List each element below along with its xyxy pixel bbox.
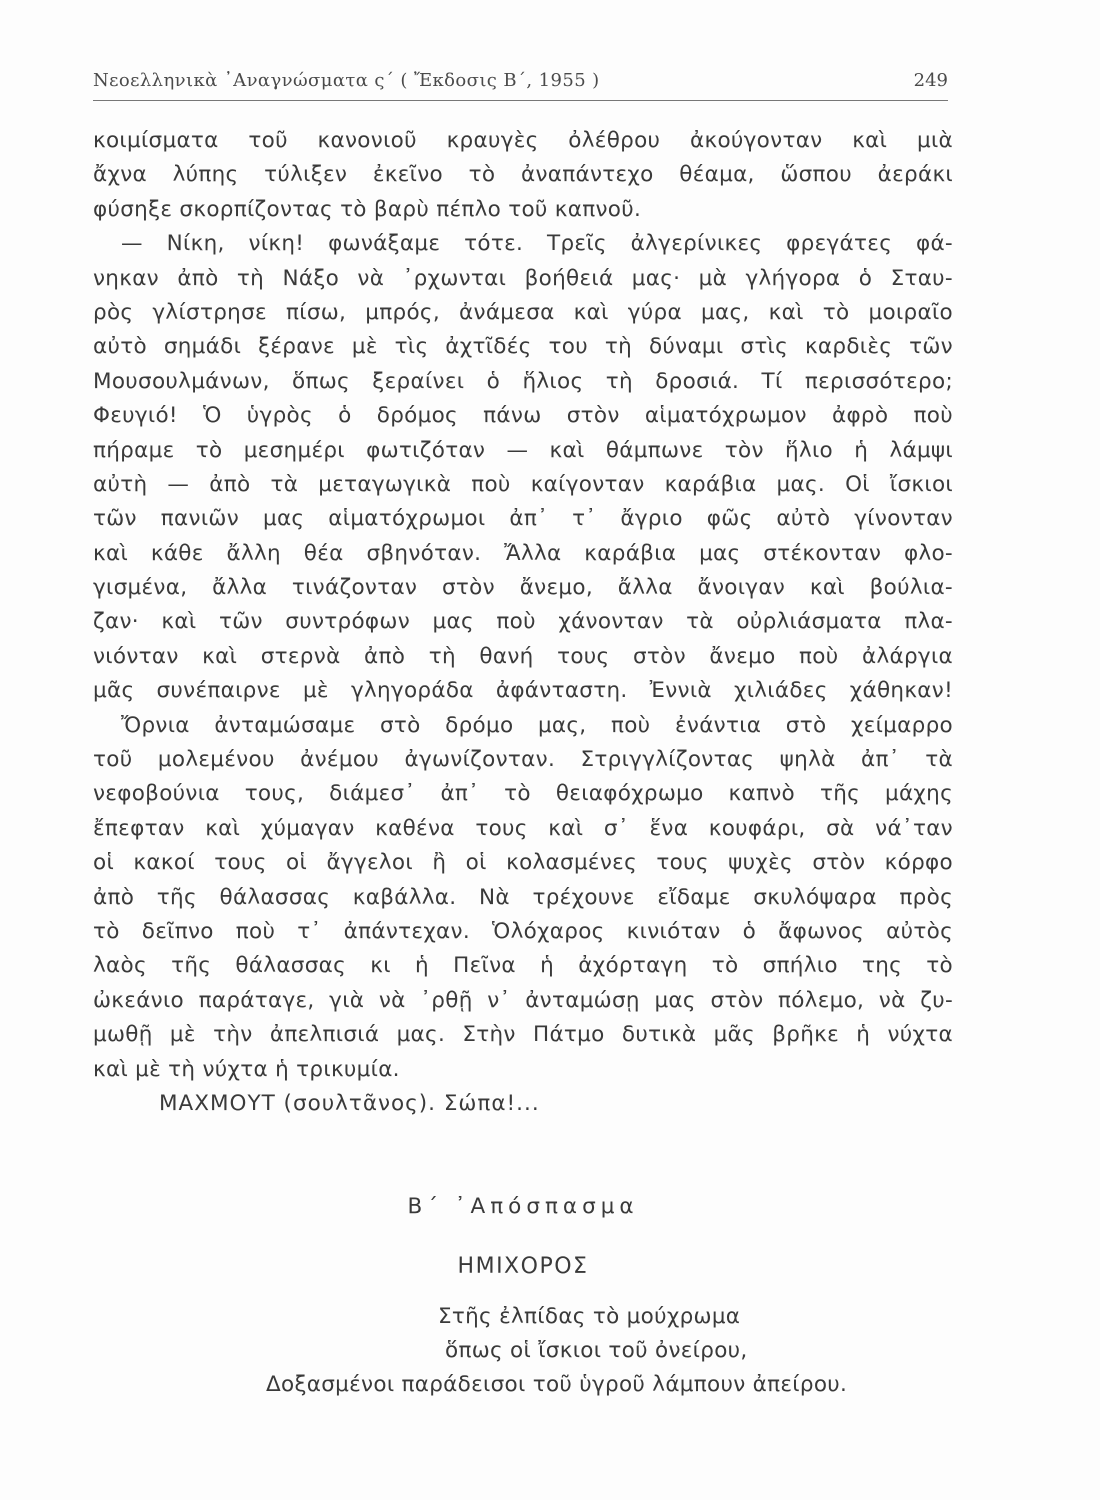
text-line: γισμένα, ἄλλα τινάζονταν στὸν ἄνεμο, ἄλλα ἄνοιγαν καὶ βούλια- — [93, 575, 953, 601]
verse-line: ὅπως οἱ ἴσκιοι τοῦ ὀνείρου, — [445, 1338, 748, 1363]
running-head: Νεοελληνικὰ ᾿Αναγνώσματα ς΄ ( Ἔκδοσις Β΄, 1955 ) — [93, 70, 600, 91]
text-line: λαὸς τῆς θάλασσας κι ἡ Πεῖνα ἡ ἀχόρταγη τὸ σπήλιο της τὸ — [93, 953, 953, 979]
text-line: — Νίκη, νίκη! φωνάξαμε τότε. Τρεῖς ἀλγερίνικες φρεγάτες φά- — [121, 231, 953, 257]
text-line: τοῦ μολεμένου ἀνέμου ἀγωνίζονταν. Στριγγλίζοντας ψηλὰ ἀπ᾿ τὰ — [93, 747, 953, 773]
text-line: καὶ κάθε ἄλλη θέα σβηνόταν. Ἄλλα καράβια μας στέκονταν φλο- — [93, 540, 953, 566]
verse-line: Δοξασμένοι παράδεισοι τοῦ ὑγροῦ λάμπουν ἀπείρου. — [266, 1372, 848, 1397]
header-rule — [93, 100, 948, 101]
text-line: ρὸς γλίστρησε πίσω, μπρός, ἀνάμεσα καὶ γύρα μας, καὶ τὸ μοιραῖο — [93, 299, 953, 325]
text-line: νεφοβούνια τους, διάμεσ᾿ ἀπ᾿ τὸ θειαφόχρωμο καπνὸ τῆς μάχης — [93, 781, 953, 807]
fragment-title: Β΄ ᾿Απόσπασμα — [407, 1194, 639, 1219]
text-line: αὐτὴ — ἀπὸ τὰ μεταγωγικὰ ποὺ καίγονταν καράβια μας. Οἱ ἴσκιοι — [93, 471, 953, 497]
text-line: ὠκεάνιο παράταγε, γιὰ νὰ ᾿ρθῇ ν᾿ ἀνταμώσῃ μας στὸν πόλεμο, νὰ ζυ- — [93, 987, 953, 1013]
text-line: κοιμίσματα τοῦ κανονιοῦ κραυγὲς ὀλέθρου ἀκούγονταν καὶ μιὰ — [93, 128, 953, 153]
text-line: φύσηξε σκορπίζοντας τὸ βαρὺ πέπλο τοῦ καπνοῦ. — [93, 196, 642, 222]
text-line: Μουσουλμάνων, ὅπως ξεραίνει ὁ ἥλιος τὴ δροσιά. Τί περισσότερο; — [93, 368, 953, 394]
prose-body — [93, 124, 953, 1121]
text-line: αὐτὸ σημάδι ξέρανε μὲ τὶς ἀχτῖδές του τὴ δύναμι στὶς καρδιὲς τῶν — [93, 334, 953, 360]
text-line: μᾶς συνέπαιρνε μὲ γληγοράδα ἀφάνταστη. Ἐννιὰ χιλιάδες χάθηκαν! — [93, 678, 953, 704]
verse-block — [93, 1300, 953, 1402]
page-number: 249 — [913, 70, 948, 91]
text-line: ἔπεφταν καὶ χύμαγαν καθένα τους καὶ σ᾿ ἕνα κουφάρι, σὰ νά᾿ταν — [93, 815, 953, 841]
text-line: νιόνταν καὶ στερνὰ ἀπὸ τὴ θανή τους στὸν ἄνεμο ποὺ ἀλάργια — [93, 643, 953, 669]
text-line: πήραμε τὸ μεσημέρι φωτιζόταν — καὶ θάμπωνε τὸν ἥλιο ἡ λάμψι — [93, 437, 953, 463]
text-line: Φευγιό! Ὁ ὑγρὸς ὁ δρόμος πάνω στὸν αἱματόχρωμον ἀφρὸ ποὺ — [93, 403, 953, 429]
text-line: τὸ δεῖπνο ποὺ τ᾿ ἀπάντεχαν. Ὁλόχαρος κινιόταν ὁ ἄφωνος αὐτὸς — [93, 918, 953, 944]
text-line: νηκαν ἀπὸ τὴ Νάξο νὰ ᾿ρχωνται βοήθειά μας· μὰ γλήγορα ὁ Σταυ- — [93, 265, 953, 291]
page-header — [93, 66, 948, 100]
text-line: ζαν· καὶ τῶν συντρόφων μας ποὺ χάνονταν τὰ οὐρλιάσματα πλα- — [93, 609, 953, 635]
speaker-line: ΜΑΧΜΟΥΤ (σουλτᾶνος). Σώπα!... — [159, 1090, 540, 1116]
text-line: μωθῇ μὲ τὴν ἀπελπισιά μας. Στὴν Πάτμο δυτικὰ μᾶς βρῆκε ἡ νύχτα — [93, 1022, 953, 1048]
text-line: τῶν πανιῶν μας αἱματόχρωμοι ἀπ᾿ τ᾿ ἄγριο φῶς αὐτὸ γίνονταν — [93, 506, 953, 532]
verse-line: Στῆς ἐλπίδας τὸ μούχρωμα — [438, 1304, 741, 1329]
text-line: Ὄρνια ἀνταμώσαμε στὸ δρόμο μας, ποὺ ἐνάντια στὸ χείμαρρο — [121, 712, 953, 738]
text-line: οἱ κακοί τους οἱ ἄγγελοι ἢ οἱ κολασμένες τους ψυχὲς στὸν κόρφο — [93, 850, 953, 876]
text-line: καὶ μὲ τὴ νύχτα ἡ τρικυμία. — [93, 1056, 400, 1082]
text-line: ἄχνα λύπης τύλιξεν ἐκεῖνο τὸ ἀναπάντεχο θέαμα, ὥσπου ἀεράκι — [93, 162, 953, 188]
text-line: ἀπὸ τῆς θάλασσας καβάλλα. Νὰ τρέχουνε εἴδαμε σκυλόψαρα πρὸς — [93, 884, 953, 910]
chorus-title: ΗΜΙΧΟΡΟΣ — [457, 1254, 589, 1279]
